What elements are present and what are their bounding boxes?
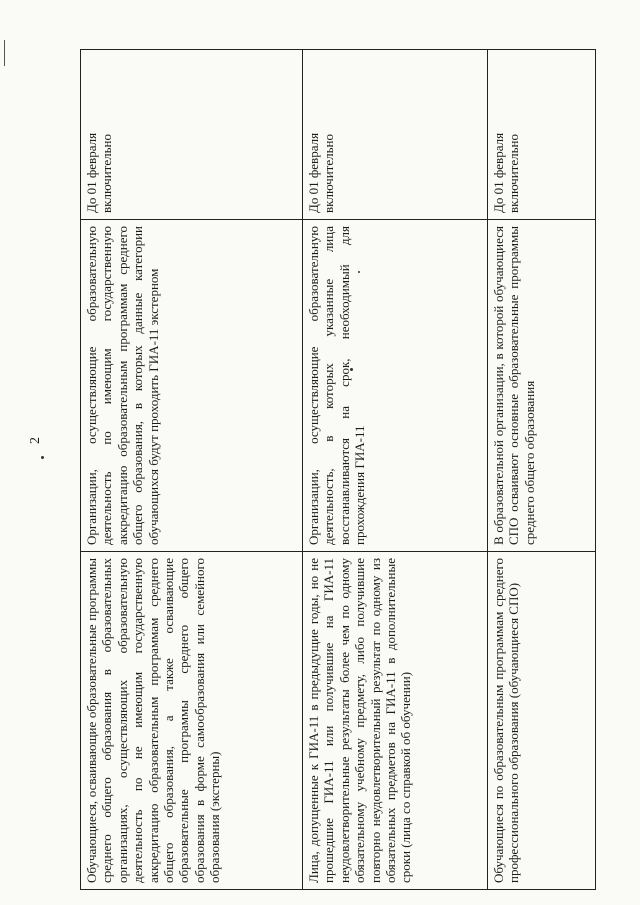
- table-row: [81, 50, 303, 890]
- scan-dot: [41, 456, 44, 459]
- table-row: [488, 50, 596, 890]
- participants-cell: Обучающиеся по образовательным программам среднего профессионального образования (обучающиеся СПО): [488, 552, 596, 890]
- deadline-cell: До 01 февраля включительно: [81, 50, 303, 220]
- deadline-cell: До 01 февраля включительно: [488, 50, 596, 220]
- page-number: 2: [28, 437, 43, 444]
- table-row: [303, 50, 488, 890]
- place-cell: Организации, осуществляющие образовательную деятельность, в которых указанные лица восстанавливаются на срок, необходимый для прохождения ГИА-11: [303, 220, 488, 552]
- place-cell: Организации, осуществляющие образовательную деятельность по имеющим государственную аккредитацию образовательным программам среднего общего образования, в которых данные категории обучающихся будут проходить ГИА-11 экстерном: [81, 220, 303, 552]
- deadline-cell: До 01 февраля включительно: [303, 50, 488, 220]
- registration-table: [80, 50, 595, 890]
- participants-cell: Обучающиеся, осваивающие образовательные программы среднего общего образования в образовательных организациях, осуществляющих образовательную деятельность по не имеющим государственную аккредитацию образовательным программам среднего общего образования, а также осваивающие образовательные программы среднего общего образования в форме самообразования или семейного образования (экстерны): [81, 552, 303, 890]
- participants-cell: Лица, допущенные к ГИА-11 в предыдущие годы, но не прошедшие ГИА-11 или получившие на ГИА-11 неудовлетворительные результаты более чем по одному обязательному учебному предмету, либо получившие повторно неудовлетворительный результат по одному из обязательных предметов на ГИА-11 в дополнительные сроки (лица со справкой об обучении): [303, 552, 488, 890]
- table-grid: [80, 49, 596, 890]
- scan-mark: [4, 40, 5, 66]
- place-cell: В образовательной организации, в которой обучающиеся СПО осваивают основные образовательные программы среднего общего образования: [488, 220, 596, 552]
- table-rotated-content: [80, 50, 595, 890]
